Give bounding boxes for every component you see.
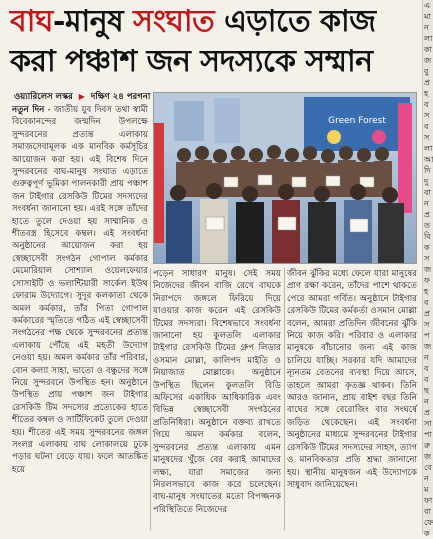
- flag-banner: [398, 103, 412, 213]
- edge-fragment: পা: [424, 430, 432, 439]
- edge-fragment: স: [424, 320, 430, 329]
- edge-fragment: ফ: [424, 276, 430, 285]
- lead-word: নতুন দিন: [12, 105, 45, 115]
- edge-fragment: ব: [424, 100, 429, 109]
- edge-fragment: বু: [424, 67, 429, 76]
- adjacent-article-edge: [422, 0, 433, 538]
- edge-fragment: ত: [424, 221, 431, 230]
- reporter-name: ওয়্যারিলেস লস্কর: [14, 92, 73, 102]
- edge-fragment: সা: [424, 419, 432, 428]
- headline-rest: এড়াতে কাজ: [214, 4, 376, 39]
- edge-fragment: প্র: [424, 210, 430, 219]
- edge-fragment: দি: [424, 166, 431, 175]
- edge-fragment: ফা: [424, 496, 433, 505]
- column-3-text: জীবন ঝুঁকির মধ্যে ফেলে যারা মানুষের প্রাণ রক্ষা করেন, তাঁদের পাশে থাকতে পেরে আমরা গর্বিত। অনুষ্ঠানে টাইগার রেসকিউ টিমের কর্মকর্তা ওসমান মোল্লা বলেন, আমরা প্রতিদিন জীবনের ঝুঁকি নিয়ে কাজ করি। পরিবার ও এলাকার মানুষকে বাঁচানোর জন্য এই কাজ চালিয়ে যাচ্ছি। সরকার যদি আমাদের ন্যূনতম বেতনের ব্যবস্থা দিয়ে আসে, তাহলে আমরা কৃতজ্ঞ থাকব। তিনি আরও জানান, প্রায় বাইশ বছর তিনি বাঘের সঙ্গে বেরোজিং বার সংঘর্ষে জড়িত থেকেছেন। এই সংবর্ধনা অনুষ্ঠানের মাধ্যমে সুন্দরবনের টাইগার রেসকিউ টিমের সদস্যদের সাহস, ত্যাগ ও মানবিকতার প্রতি শ্রদ্ধা জানানো হয়। স্থানীয় মানুষজন এই উদ্যোগকে সাধুবাদ জানিয়েছেন।: [287, 269, 417, 490]
- edge-fragment: ন: [424, 397, 429, 406]
- person-shape: [378, 203, 404, 263]
- edge-fragment: বা: [424, 188, 431, 197]
- window-shape: [214, 98, 240, 143]
- person-shape: [308, 202, 336, 263]
- edge-fragment: ন: [424, 199, 429, 208]
- edge-fragment: হ: [424, 89, 429, 98]
- edge-fragment: জ: [424, 265, 432, 274]
- byline: [14, 90, 150, 104]
- column-divider: [150, 268, 151, 530]
- edge-fragment: জ: [424, 56, 432, 65]
- edge-fragment: দু: [424, 177, 429, 186]
- edge-fragment: এ: [424, 1, 431, 10]
- edge-fragment: বে: [424, 463, 432, 472]
- headline-word-tiger: বাঘ: [10, 4, 53, 39]
- edge-fragment: লা: [424, 34, 433, 43]
- edge-fragment: ন: [424, 474, 429, 483]
- edge-fragment: ফে: [424, 518, 433, 527]
- person-shape: [166, 201, 192, 263]
- window-shape: [174, 101, 204, 141]
- edge-fragment: প্র: [424, 78, 430, 87]
- edge-fragment: ব: [424, 122, 429, 131]
- triangle-icon: ▶: [78, 92, 85, 101]
- headline-line-1: [10, 2, 420, 42]
- edge-fragment: ছ: [424, 386, 429, 395]
- edge-fragment: ম: [424, 485, 429, 494]
- edge-fragment: ন: [424, 353, 429, 362]
- article-column-3: [287, 268, 417, 530]
- edge-fragment: রু: [424, 441, 431, 450]
- edge-fragment: ব: [424, 375, 429, 384]
- edge-fragment: লা: [424, 144, 433, 153]
- group-photo-illustration: [154, 93, 416, 263]
- side-banner: [154, 123, 164, 243]
- edge-fragment: জ: [424, 342, 432, 351]
- person-shape: [236, 202, 264, 263]
- edge-fragment: প: [424, 331, 430, 340]
- edge-fragment: প্র: [424, 408, 430, 417]
- edge-fragment: মা: [424, 12, 431, 21]
- headline: [10, 2, 420, 82]
- edge-fragment: স: [424, 133, 430, 142]
- column-1-text: - জাতীয় যুব দিবস তথা স্বামী বিবেকানন্দের জন্মদিন উপলক্ষে সুন্দরবনের প্রত্যন্ত এলাকায় সমাজসেবামূলক এক মানবিক কর্মসূচির আয়োজন করা হয়। এই বিশেষ দিনে সুন্দরবনের বাঘ-মানুষ সংঘাত এড়াতে গুরুত্বপূর্ণ ভূমিকা পালনকারী প্রায় পঞ্চাশ জন টাইগার রেসকিউ টিমের সদস্যদের সংবর্ধনা জানানো হয়। এরই সঙ্গে তাঁদের হাতে তুলে দেওয়া হয় সাম্মানিক ও শীতবস্ত্র হিসেবে কম্বল। এই সংবর্ধনা অনুষ্ঠানের আয়োজন করা হয় স্বেচ্ছাসেবী সংগঠন গোপাল কর্মকার মেমোরিয়াল সোশ্যাল ওয়েলফেয়ার সোসাইটি ও ভলান্টিয়ারী সার্কেল ইউথ ফোরাম উদ্যোগে। সুদূর কলকাতা থেকে অমল কর্মকার, তাঁর পিতা গোপাল কর্মকারের স্মৃতিতে গঠিত এই স্বেচ্ছাসেবী সংগঠনের পক্ষ থেকে সুন্দরবনের প্রত্যন্ত এলাকায় পৌঁছে এই মহতী উদ্যোগ নেওয়া হয়। অমল কর্মকার তাঁর পরিবার, বোন কল্যা সাহা, ভাতো ও বন্ধুদের সঙ্গে নিয়ে সুন্দরবনে উপস্থিত হন। অনুষ্ঠানে উপস্থিত প্রায় পঞ্চাশ জন টাইগার রেসকিউ টিম সদস্যের প্রত্যেকের হাতে শীতের কম্বল ও সার্টিফিকেট তুলে দেওয়া হয়। শীতের এই সময় সুন্দরবনের জঙ্গল সংলগ্ন এলাকায় বাঘ লোকালয়ে ঢুকে পড়ার ঘটনা বেড়ে যায়। ফলে আতঙ্কিত হয়ে: [12, 105, 149, 475]
- article-column-1: [12, 104, 148, 532]
- edge-fragment: প্র: [424, 309, 430, 318]
- edge-fragment: ব: [424, 298, 429, 307]
- edge-fragment: বা: [424, 507, 431, 516]
- edge-fragment: ন: [424, 23, 429, 32]
- edge-fragment: জ: [424, 452, 432, 461]
- edge-fragment: ব: [424, 364, 429, 373]
- dateline-place: দক্ষিণ ২৪ পরগনা: [90, 92, 151, 102]
- edge-fragment: ক: [424, 529, 430, 538]
- headline-word-conflict: সংঘাত: [133, 4, 215, 39]
- article-column-2: [153, 268, 281, 530]
- edge-fragment: বি: [424, 232, 431, 241]
- edge-fragment: স: [424, 254, 430, 263]
- edge-fragment: আ: [424, 155, 433, 164]
- headline-word-human: -মানুষ: [52, 4, 134, 39]
- edge-fragment: ক: [424, 243, 430, 252]
- column-2-text: পড়েন সাধারণ মানুষ। সেই সময় নিজেদের জীবন বাজি রেখে বাঘকে নিরাপদে জঙ্গলে ফিরিয়ে দিয়ে যাওয়ার কাজ করেন এই রেসকিউ টিমের সদস্যরা। বিশেষভাবে সংবর্ধনা জানানো হয় কুলতলি এলাকার টাইগার রেসকিউ টিমের গ্রুপ লিডার ওসমান মোল্লা, কালিপদ মাইতি ও নিয়াজাত মোল্লাকে। অনুষ্ঠানে উপস্থিত ছিলেন কুলতলি বিডি অফিসের একাধিক আধিকারিক এবং বিভিন্ন স্বেচ্ছাসেবী সংগঠনের প্রতিনিধিরা। অনুষ্ঠানে বক্তব্য রাখতে গিয়ে অমল কর্মকার বলেন, সুন্দরবনের প্রত্যন্ত এলাকায় এমন মানুষদের খুঁজে বের করাই আমাদের লক্ষ্য, যারা সমাজের জন্য নিরলসভাবে কাজ করে চলেছেন। বাঘ-মানুষ সংঘাতের মতো বিপজ্জনক পরিস্থিতিতে নিজেদের: [153, 269, 281, 515]
- person-shape: [272, 200, 300, 263]
- person-shape: [200, 199, 228, 263]
- edge-fragment: স: [424, 111, 430, 120]
- edge-fragment: হ: [424, 287, 429, 296]
- headline-line-2: করা পঞ্চাশ জন সদস্যকে সম্মান: [10, 44, 373, 79]
- banner-text: Green Forest: [328, 116, 386, 126]
- column-divider: [284, 268, 285, 530]
- edge-fragment: কা: [424, 45, 432, 54]
- news-photo-group: [153, 92, 417, 264]
